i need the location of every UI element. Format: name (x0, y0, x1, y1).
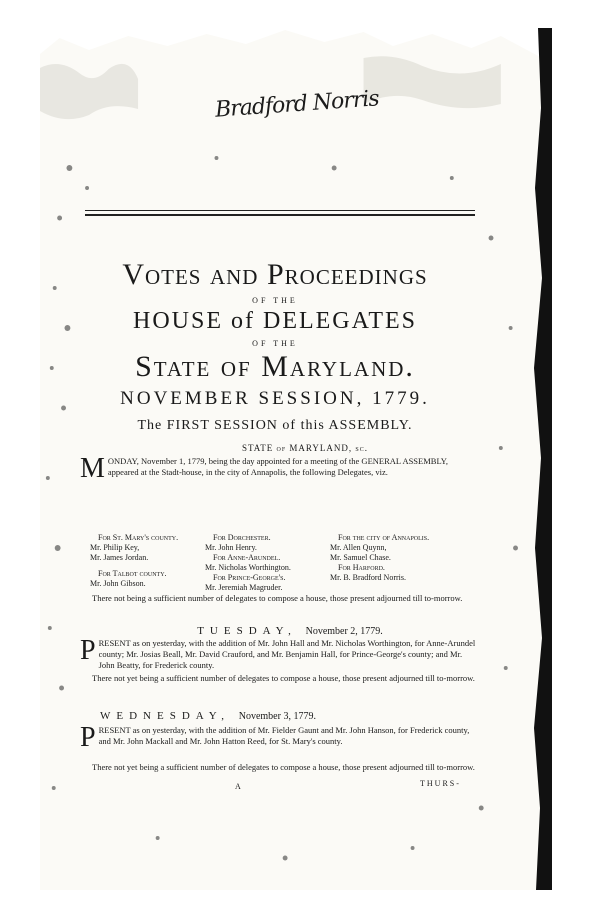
title-of-the-1: OF THE (252, 296, 298, 305)
title-line-1: Votes and Proceedings (122, 258, 428, 291)
tuesday-date: November 2, 1779. (305, 626, 383, 637)
county-heading: For Harford. (338, 563, 385, 572)
delegate-name: Mr. Samuel Chase. (330, 553, 391, 562)
adjourn-note-monday: There not being a sufficient number of delegates to compose a house, those present adjourned till to-morrow. (92, 593, 463, 603)
delegate-name: Mr. James Jordan. (90, 553, 149, 562)
document-page (40, 28, 552, 890)
tuesday-text: RESENT as on yesterday, with the addition of Mr. John Hall and Mr. Nicholas Worthington, for Anne-Arundel county; Mr. Josias Beall, Mr. David Crauford, and Mr. Benjamin Hall, for Prince-George's county; and Mr. John Beatty, for Frederick county. (98, 638, 476, 670)
adjourn-note-wednesday: There not yet being a sufficient number of delegates to compose a house, those present adjourned till to-morrow. (92, 762, 475, 772)
wednesday-day: WEDNESDAY, (100, 710, 230, 722)
handwritten-signature (214, 86, 415, 132)
title-of-the-2: OF THE (252, 339, 298, 348)
state-header: STATE of MARYLAND, sc. (241, 443, 369, 453)
drop-cap: P (80, 635, 96, 666)
delegate-name: Mr. B. Bradford Norris. (330, 573, 406, 582)
wednesday-date: November 3, 1779. (238, 711, 316, 722)
county-heading: For Prince-George's. (213, 573, 286, 582)
delegate-name: Mr. Nicholas Worthington. (205, 563, 291, 572)
divider-rule-thick (85, 214, 475, 216)
county-heading: For Anne-Arundel. (213, 553, 281, 562)
wednesday-text: RESENT as on yesterday, with the addition of Mr. Fielder Gaunt and Mr. John Hanson, for Frederick county, and Mr. John Mackall and Mr. John Hatton Reed, for St. Mary's county. (98, 725, 470, 746)
county-heading: For Talbot county. (98, 569, 167, 578)
drop-cap: M (80, 453, 105, 484)
title-line-2: HOUSE of DELEGATES (133, 308, 417, 334)
catchword: THURS- (420, 779, 461, 788)
monday-paragraph (80, 453, 480, 484)
torn-right-edge (530, 28, 552, 890)
delegates-column-1 (90, 533, 220, 589)
title-line-3: State of Maryland. (135, 350, 415, 383)
signature-mark: A (235, 782, 241, 791)
tuesday-heading (100, 625, 480, 637)
county-heading: For Dorchester. (213, 533, 271, 542)
wednesday-heading (100, 710, 480, 722)
session-heading: NOVEMBER SESSION, 1779. (120, 388, 430, 409)
signature-text: Bradford Norris (214, 86, 380, 123)
tuesday-day: TUESDAY, (197, 625, 297, 637)
divider-rule (85, 210, 475, 211)
delegate-name: Mr. Philip Key, (90, 543, 140, 552)
first-session-heading: The FIRST SESSION of this ASSEMBLY. (137, 418, 413, 433)
county-heading: For St. Mary's county. (98, 533, 179, 542)
adjourn-note-tuesday: There not yet being a sufficient number of delegates to compose a house, those present adjourned till to-morrow. (92, 673, 475, 683)
delegate-name: Mr. Allen Quynn, (330, 543, 387, 552)
delegate-name: Mr. John Gibson. (90, 579, 146, 588)
delegate-name: Mr. John Henry. (205, 543, 257, 552)
monday-text: ONDAY, November 1, 1779, being the day appointed for a meeting of the GENERAL ASSEMBLY, appeared at the Stadt-house, in the city of Annapolis, the following Delegates, viz. (107, 456, 448, 477)
tuesday-paragraph (80, 635, 480, 671)
county-heading: For the city of Annapolis. (338, 533, 430, 542)
delegate-name: Mr. Jeremiah Magruder. (205, 583, 283, 592)
wednesday-paragraph (80, 722, 480, 753)
drop-cap: P (80, 722, 96, 753)
delegates-column-3 (330, 533, 470, 583)
